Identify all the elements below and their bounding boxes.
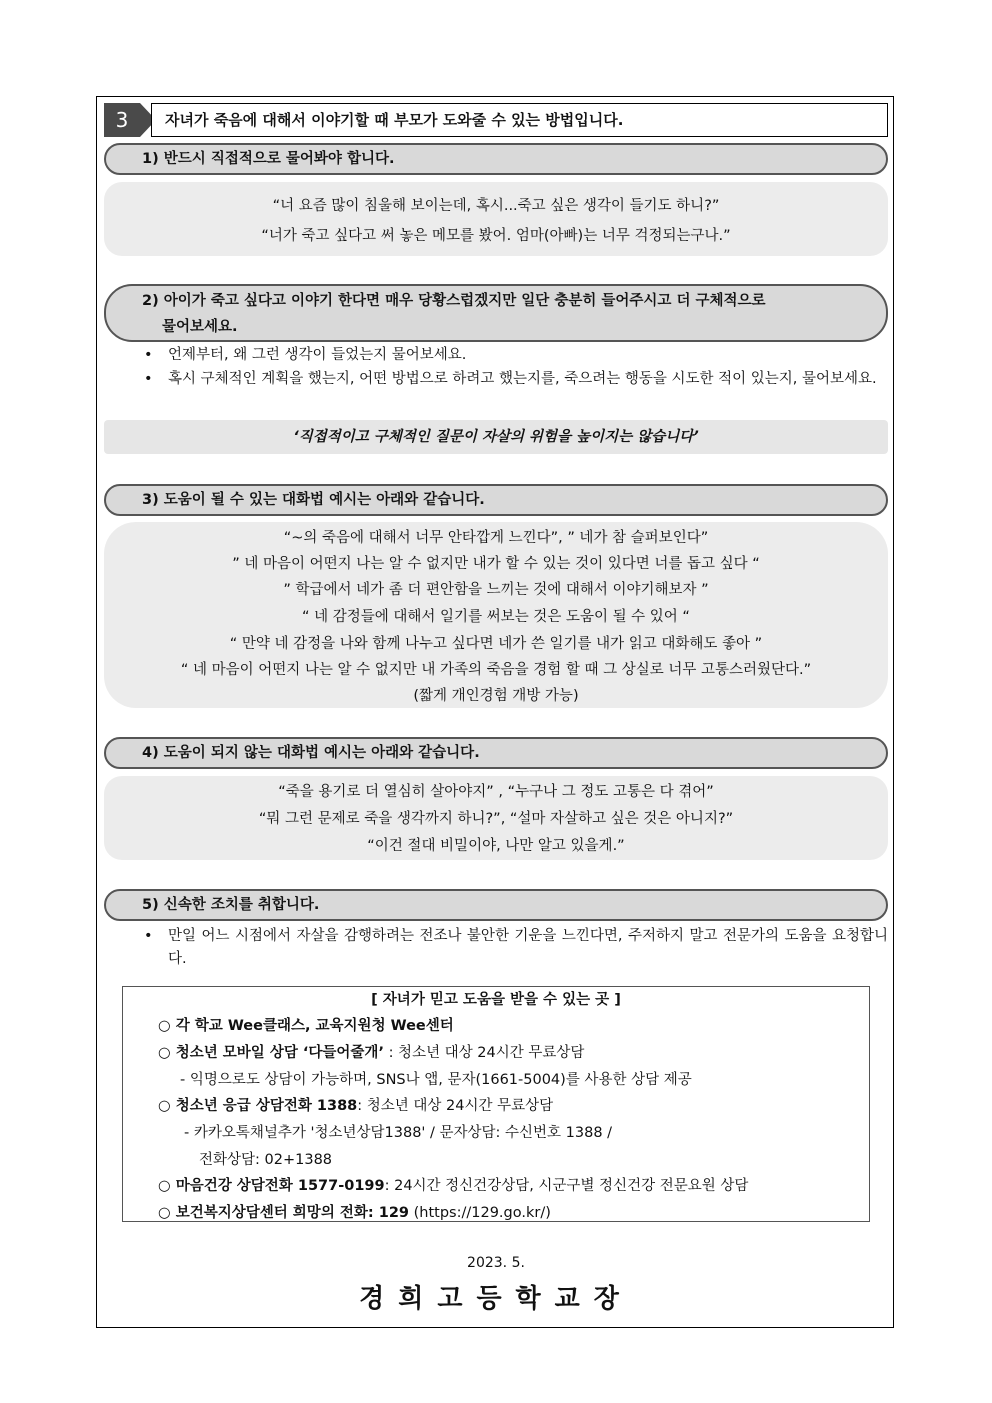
quote-line: ” 네 마음이 어떤지 나는 알 수 없지만 내가 할 수 있는 것이 있다면 너를 돕고 싶다 “	[232, 556, 760, 572]
quote-line: “이건 절대 비밀이야, 나만 알고 있을게.”	[367, 838, 625, 854]
quote-line: “ 만약 네 감정을 나와 함께 나누고 싶다면 네가 쓴 일기를 내가 읽고 대화해도 좋아 ”	[229, 636, 763, 652]
quote-line: “너가 죽고 싶다고 써 놓은 메모를 봤어. 엄마(아빠)는 너무 걱정되는구나.”	[261, 228, 731, 244]
quote-line: “ 네 감정들에 대해서 일기를 써보는 것은 도움이 될 수 있어 “	[302, 609, 690, 625]
bullet-icon: •	[144, 371, 153, 387]
quote-line: ” 학급에서 네가 좀 더 편안함을 느끼는 것에 대해서 이야기해보자 ”	[283, 582, 709, 598]
resource-item: ○ 마음건강 상담전화 1577-0199: 24시간 정신건강상담, 시군구별 정신건강 전문요원 상담	[158, 1178, 749, 1194]
list-item: • 언제부터, 왜 그런 생각이 들었는지 물어보세요.	[144, 344, 888, 367]
heading-2	[104, 284, 888, 342]
key-message: ‘직접적이고 구체적인 질문이 자살의 위험을 높이지는 않습니다’	[104, 420, 888, 454]
heading-4: 4) 도움이 되지 않는 대화법 예시는 아래와 같습니다.	[104, 737, 888, 769]
list-item: • 혹시 구체적인 계획을 했는지, 어떤 방법으로 하려고 했는지를, 죽으려는 행동을 시도한 적이 있는지, 물어보세요.	[144, 368, 888, 414]
list-item: • 만일 어느 시점에서 자살을 감행하려는 전조나 불안한 기운을 느낀다면, 주저하지 말고 전문가의 도움을 요청합니다.	[144, 925, 888, 971]
quote-line: “뭐 그런 문제로 죽을 생각까지 하니?”, “설마 자살하고 싶은 것은 아니지?”	[258, 811, 734, 827]
section-title: 자녀가 죽음에 대해서 이야기할 때 부모가 도와줄 수 있는 방법입니다.	[151, 103, 888, 137]
quote-line: “ 네 마음이 어떤지 나는 알 수 없지만 내 가족의 죽음을 경험 할 때 그 상실로 너무 고통스러웠단다.”	[180, 662, 812, 678]
principal-signature: 경희고등학교장	[359, 1284, 633, 1314]
resource-title: [ 자녀가 믿고 도움을 받을 수 있는 곳 ]	[371, 992, 621, 1008]
resource-item: ○ 청소년 응급 상담전화 1388: 청소년 대상 24시간 무료상담	[158, 1098, 554, 1114]
example-box-3	[104, 522, 888, 708]
resource-subitem: 전화상담: 02+1388	[199, 1152, 333, 1168]
bullet-icon: •	[144, 928, 153, 944]
heading-2-line2: 물어보세요.	[162, 319, 238, 335]
section-number: 3	[104, 103, 140, 137]
quote-note: (짧게 개인경험 개방 가능)	[413, 688, 579, 704]
quote-line: “너 요즘 많이 침울해 보이는데, 혹시...죽고 싶은 생각이 들기도 하니?”	[272, 198, 720, 214]
heading-5: 5) 신속한 조치를 취합니다.	[104, 889, 888, 921]
resource-item: ○ 보건복지상담센터 희망의 전화: 129 (https://129.go.kr/)	[158, 1205, 551, 1221]
bullet-icon: •	[144, 347, 153, 363]
heading-1: 1) 반드시 직접적으로 물어봐야 합니다.	[104, 143, 888, 175]
example-box-4	[104, 776, 888, 860]
quote-line: “~의 죽음에 대해서 너무 안타깝게 느낀다”, ” 네가 참 슬퍼보인다”	[283, 530, 709, 546]
heading-2-line1: 2) 아이가 죽고 싶다고 이야기 한다면 매우 당황스럽겠지만 일단 충분히 들어주시고 더 구체적으로	[142, 293, 766, 309]
resource-subitem: - 카카오톡채널추가 '청소년상담1388' / 문자상담: 수신번호 1388 /	[184, 1125, 613, 1141]
heading-3: 3) 도움이 될 수 있는 대화법 예시는 아래와 같습니다.	[104, 484, 888, 516]
resource-item: ○ 청소년 모바일 상담 ‘다들어줄개’ : 청소년 대상 24시간 무료상담	[158, 1045, 585, 1061]
resource-subitem: - 익명으로도 상담이 가능하며, SNS나 앱, 문자(1661-5004)를 사용한 상담 제공	[180, 1072, 692, 1088]
example-box-1	[104, 182, 888, 256]
quote-line: “죽을 용기로 더 열심히 살아야지” , “누구나 그 정도 고통은 다 겪어”	[278, 784, 714, 800]
resource-item: ○ 각 학교 Wee클래스, 교육지원청 Wee센터	[158, 1018, 454, 1034]
document-date: 2023. 5.	[467, 1255, 525, 1271]
